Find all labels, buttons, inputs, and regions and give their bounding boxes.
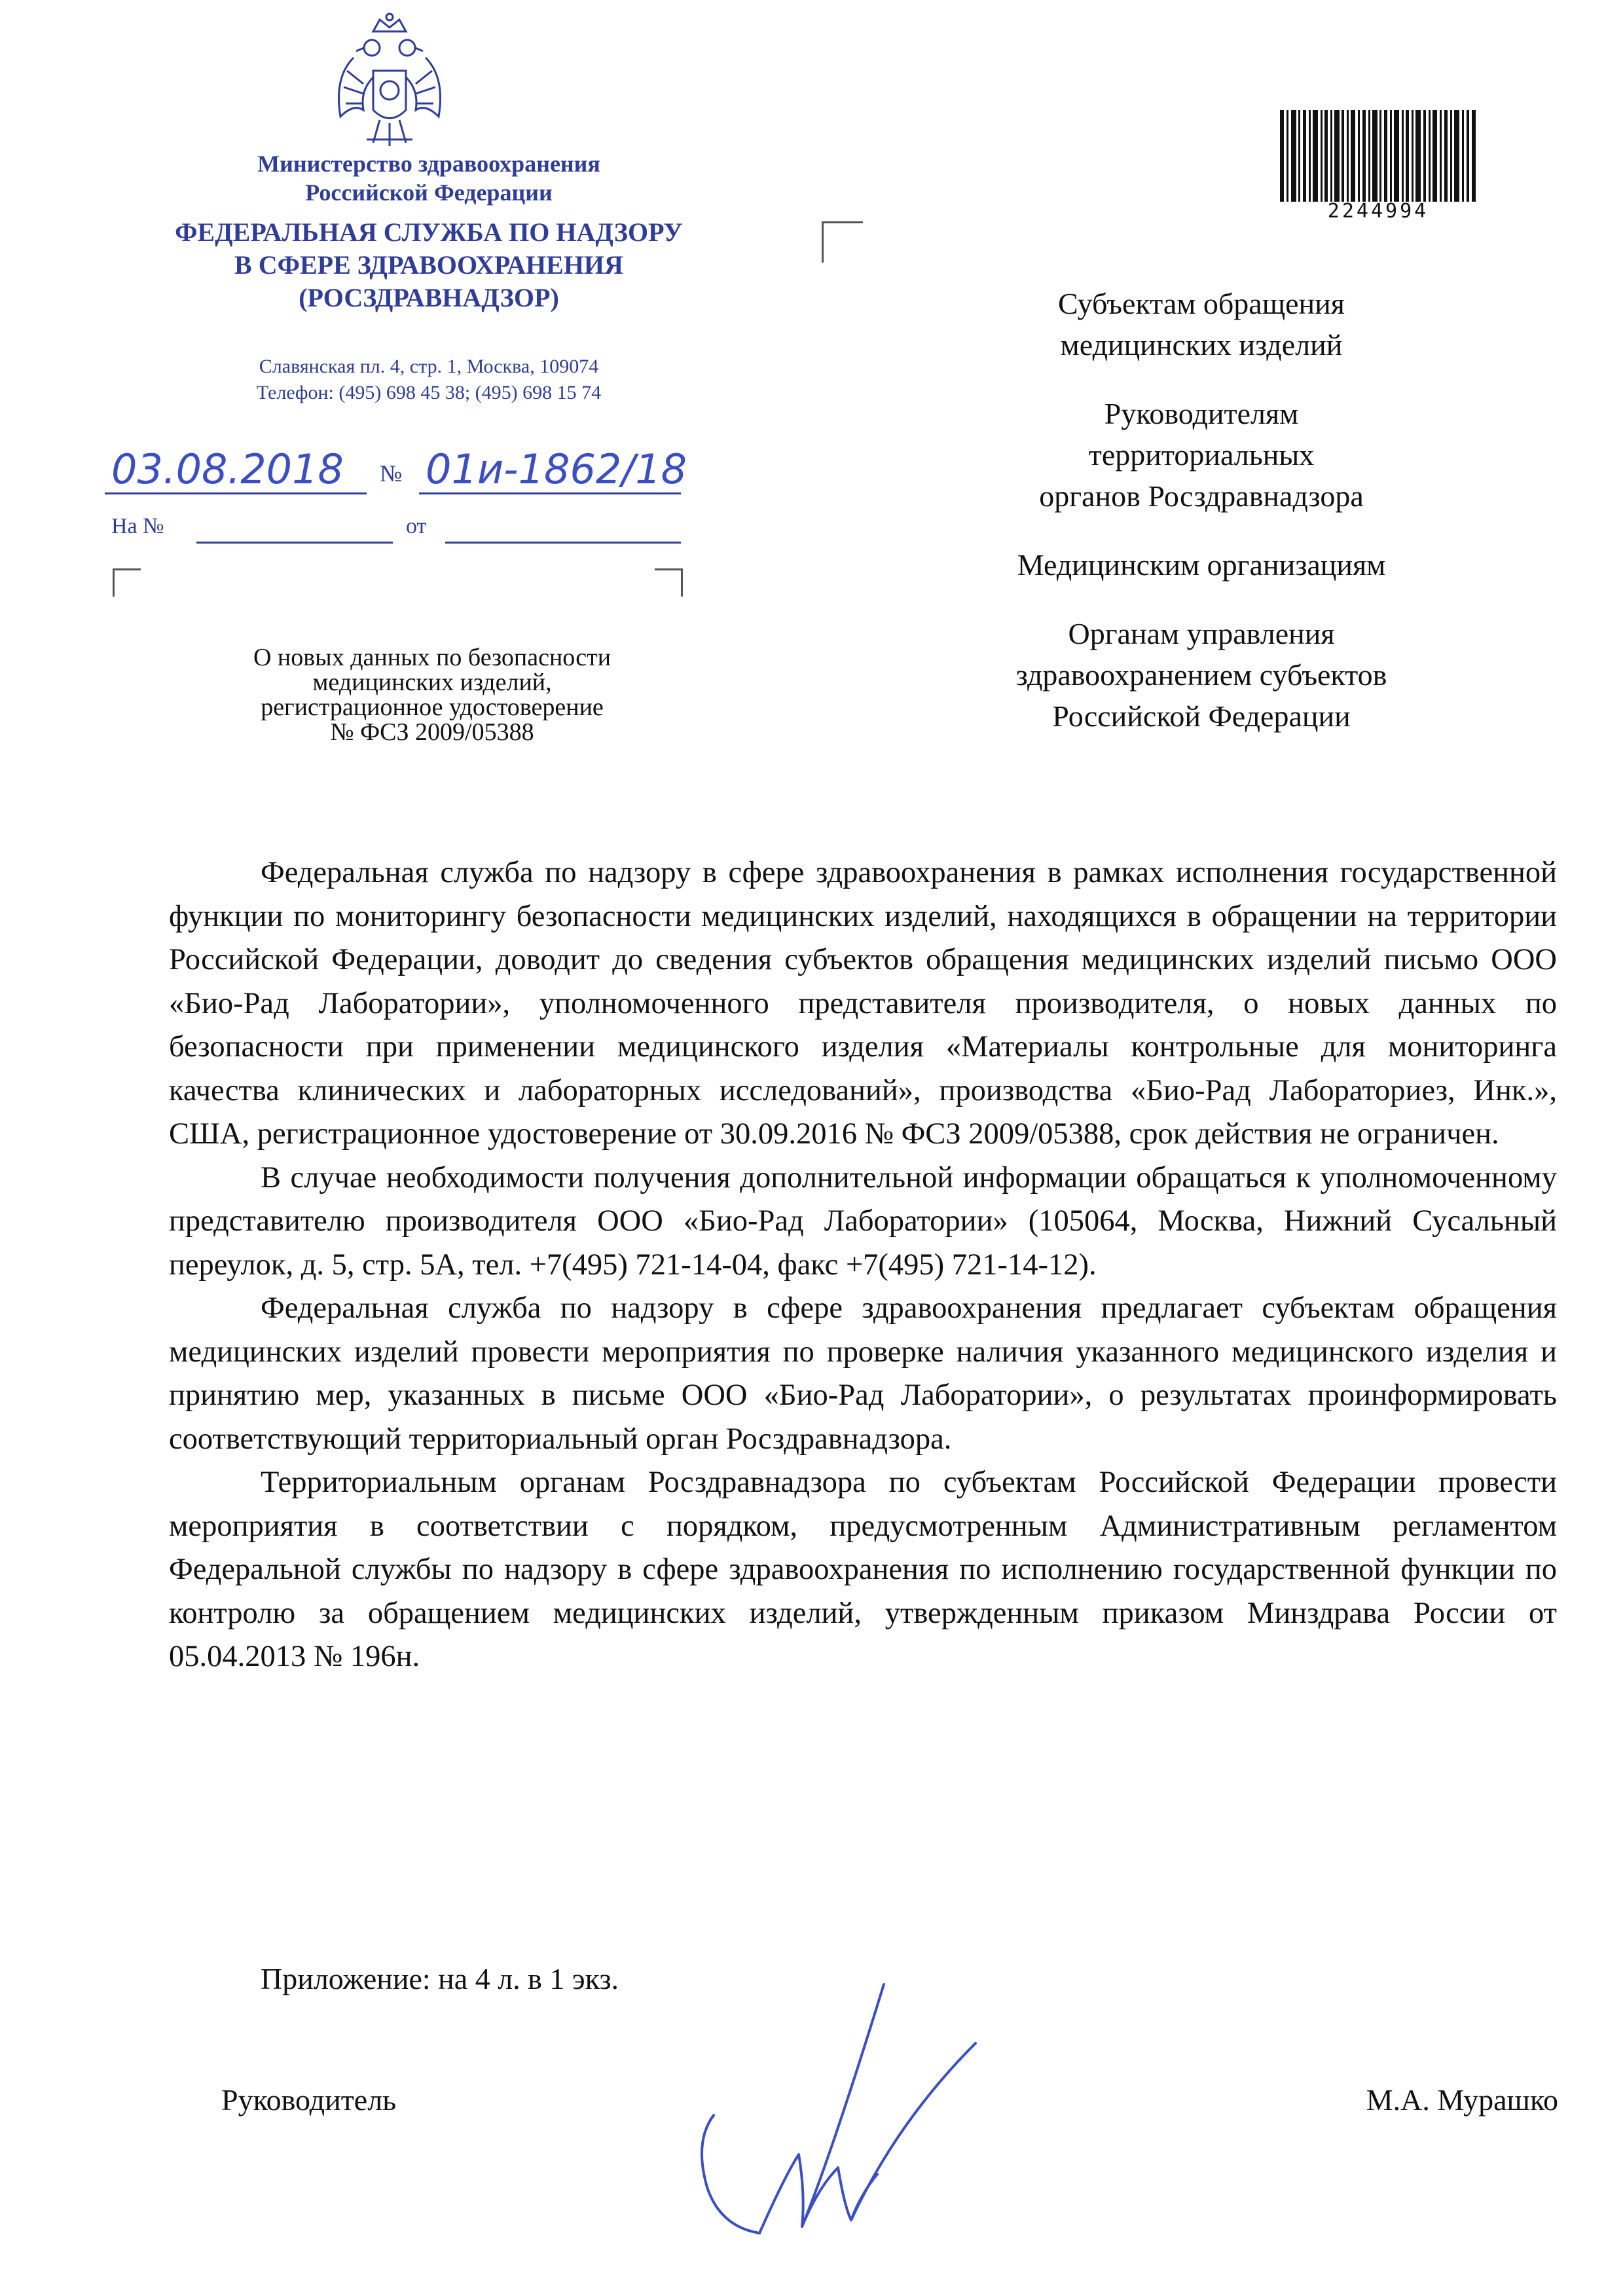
addressee-line: Руководителям xyxy=(1104,397,1299,430)
addressee-group xyxy=(890,283,1512,365)
addressees-block xyxy=(890,283,1512,764)
addressee-line: территориальных xyxy=(1088,438,1315,472)
ref-number-label: На № xyxy=(111,514,164,538)
address-block xyxy=(98,354,759,406)
service-line-2: В СФЕРЕ ЗДРАВООХРАНЕНИЯ xyxy=(234,250,623,280)
subject-line-2: медицинских изделий, xyxy=(312,669,552,696)
registration-row xyxy=(105,445,759,504)
service-name xyxy=(98,216,759,314)
appendix-note: Приложение: на 4 л. в 1 экз. xyxy=(261,1962,619,1995)
ministry-line-2: Российской Федерации xyxy=(305,179,553,206)
addressee-line: Российской Федерации xyxy=(1052,699,1351,733)
body-paragraph-3: Федеральная служба по надзору в сфере здравоохранения предлагает субъектам обращения медицинских изделий провести мероприятия по проверке наличия указанного медицинского изделия и принятию мер, указанных в письме ООО «Био-Рад Лаборатории», о результатах проинформировать соответствующий территориальный орган Росздравнадзора. xyxy=(169,1291,1557,1456)
subject-line-1: О новых данных по безопасности xyxy=(253,644,611,671)
addressee-line: медицинских изделий xyxy=(1060,328,1343,361)
addressee-line: Органам управления xyxy=(1068,617,1335,650)
ministry-name xyxy=(98,149,759,207)
subject-line-3: регистрационное удостоверение xyxy=(261,694,604,721)
corner-mark-top-left xyxy=(113,568,141,597)
ministry-line-1: Министерство здравоохранения xyxy=(257,151,600,177)
letter-body xyxy=(169,851,1557,1679)
subject-line-4: № ФСЗ 2009/05388 xyxy=(330,718,534,746)
addressee-group xyxy=(890,613,1512,737)
addressee-line: Субъектам обращения xyxy=(1058,287,1345,320)
addressee-line: органов Росздравнадзора xyxy=(1039,479,1364,513)
body-paragraph-4: Территориальным органам Росздравнадзора по субъектам Российской Федерации провести мероприятия в соответствии с порядком, предусмотренным Административным регламентом Федеральной службы по надзору в сфере здравоохранения по исполнению государственной функции по контролю за обращением медицинских изделий, утвержденным приказом Минздрава России от 05.04.2013 № 196н. xyxy=(169,1466,1557,1673)
date-underline xyxy=(105,492,367,494)
signer-name: М.А. Мурашко xyxy=(1366,2083,1558,2117)
service-line-1: ФЕДЕРАЛЬНАЯ СЛУЖБА ПО НАДЗОРУ xyxy=(175,217,683,247)
corner-mark-address xyxy=(822,221,863,263)
reference-row xyxy=(111,514,766,547)
addressee-line: здравоохранением субъектов xyxy=(1015,658,1387,692)
handwritten-signature xyxy=(687,1958,1054,2266)
registration-date: 03.08.2018 xyxy=(111,445,344,493)
coat-of-arms-emblem xyxy=(327,12,452,156)
address-line: Славянская пл. 4, стр. 1, Москва, 109074 xyxy=(259,356,599,377)
signer-position: Руководитель xyxy=(221,2083,397,2117)
addressee-group xyxy=(890,544,1512,585)
ref-number-blank xyxy=(196,542,393,544)
number-sign: № xyxy=(380,460,403,487)
barcode xyxy=(1280,110,1476,202)
addressee-line: Медицинским организациям xyxy=(1017,548,1386,582)
number-underline xyxy=(419,492,681,494)
phone-line: Телефон: (495) 698 45 38; (495) 698 15 74 xyxy=(256,382,602,403)
body-paragraph-1: Федеральная служба по надзору в сфере здравоохранения в рамках исполнения государственной функции по мониторингу безопасности медицинских изделий, находящихся в обращении на территории Российской Федерации, доводит до сведения субъектов обращения медицинских изделий письмо ООО «Био-Рад Лаборатории», уполномоченного представителя производителя, о новых данных по безопасности при применении медицинского изделия «Материалы контрольные для мониторинга качества клинических и лабораторных исследований», производства «Био-Рад Лабораториез, Инк.», США, регистрационное удостоверение от 30.09.2016 № ФСЗ 2009/05388, срок действия не ограничен. xyxy=(169,856,1557,1151)
letter-subject xyxy=(170,645,694,745)
ref-from-label: от xyxy=(406,514,427,538)
ref-from-blank xyxy=(445,542,681,544)
addressee-group xyxy=(890,393,1512,517)
corner-mark-top-right xyxy=(655,568,683,597)
service-line-3: (РОСЗДРАВНАДЗОР) xyxy=(299,283,559,312)
barcode-number: 2244994 xyxy=(1327,200,1429,223)
registration-number: 01и-1862/18 xyxy=(426,445,687,493)
body-paragraph-2: В случае необходимости получения дополнительной информации обращаться к уполномоченному представителю производителя ООО «Био-Рад Лаборатории» (105064, Москва, Нижний Сусальный переулок, д. 5, стр. 5А, тел. +7(495) 721-14-04, факс +7(495) 721-14-12). xyxy=(169,1160,1557,1282)
